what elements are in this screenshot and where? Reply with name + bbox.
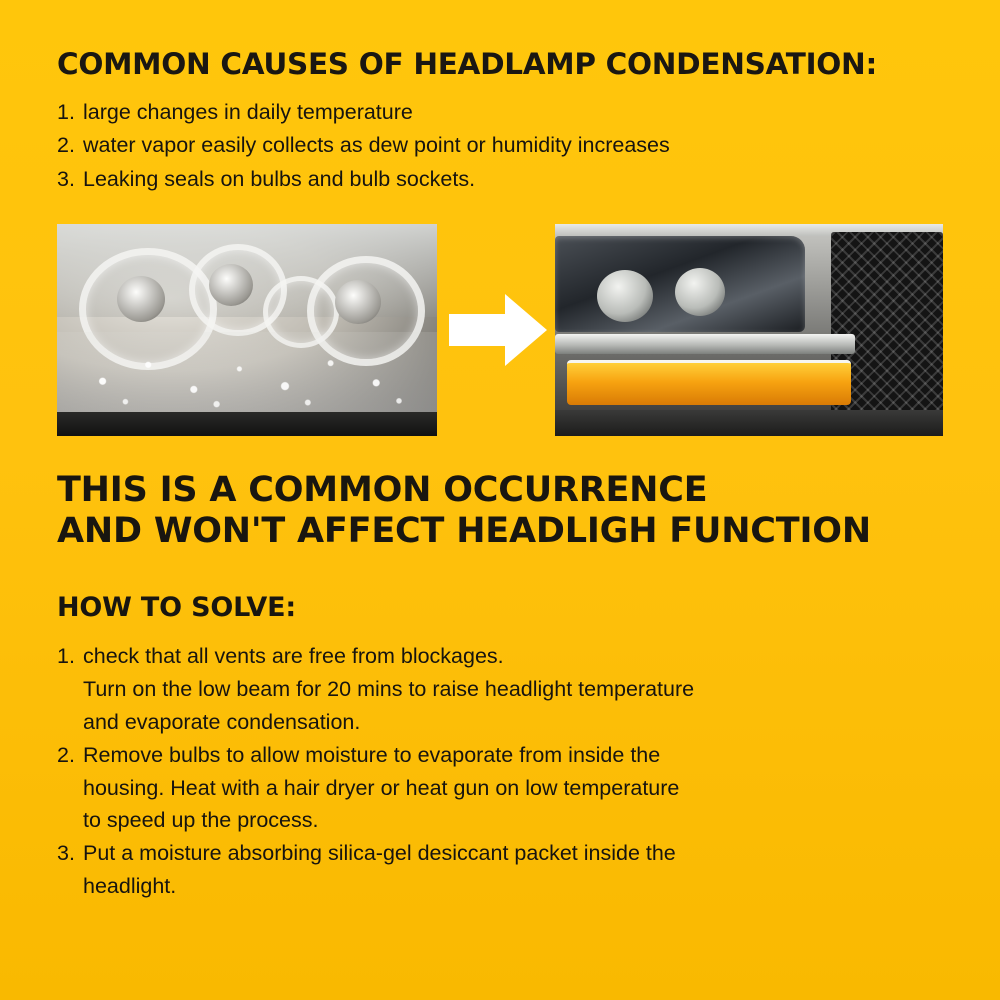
- list-item-line: check that all vents are free from blockages.: [83, 644, 504, 668]
- ground-shadow: [555, 410, 943, 436]
- foggy-headlamp-illustration: [57, 224, 437, 436]
- clear-headlamp-illustration: [555, 224, 943, 436]
- bulb-reflector: [335, 280, 381, 324]
- causes-list: [57, 96, 937, 196]
- headlamp-housing: [555, 236, 805, 332]
- chrome-trim: [555, 334, 855, 354]
- list-item-text: Leaking seals on bulbs and bulb sockets.: [83, 166, 476, 191]
- list-item-text: large changes in daily temperature: [83, 100, 413, 124]
- list-item-number: 1.: [57, 100, 75, 124]
- list-item: [57, 96, 937, 129]
- projector-lens: [597, 270, 653, 322]
- bulb-reflector: [117, 276, 165, 322]
- list-item-line: headlight.: [83, 874, 177, 899]
- list-item-line: to speed up the process.: [83, 808, 319, 833]
- list-item: [57, 640, 947, 739]
- photo-comparison: [57, 224, 943, 436]
- list-item-line: Turn on the low beam for 20 mins to raise headlight temperature: [83, 676, 695, 701]
- condensation-droplets: [57, 332, 437, 414]
- list-item-text: [83, 837, 947, 903]
- bulb-reflector: [209, 264, 253, 306]
- causes-heading: COMMON CAUSES OF HEADLAMP CONDENSATION:: [57, 47, 877, 81]
- list-item-text: water vapor easily collects as dew point or humidity increases: [83, 133, 670, 158]
- list-item-number: 2.: [57, 742, 75, 767]
- clear-headlamp-photo: [555, 224, 943, 436]
- list-item-line: Put a moisture absorbing silica-gel desiccant packet inside the: [83, 841, 676, 866]
- projector-lens: [675, 268, 725, 316]
- list-item-line: and evaporate condensation.: [83, 709, 361, 734]
- list-item-number: 1.: [57, 644, 75, 668]
- notice-line-1: THIS IS A COMMON OCCURRENCE: [57, 470, 708, 510]
- bumper-trim: [57, 412, 437, 436]
- turn-signal-lens: [567, 360, 851, 405]
- list-item-number: 2.: [57, 133, 75, 158]
- list-item: [57, 129, 937, 162]
- list-item-number: 3.: [57, 166, 75, 191]
- solve-heading: HOW TO SOLVE:: [57, 592, 296, 623]
- notice-line-2: AND WON'T AFFECT HEADLIGH FUNCTION: [57, 511, 871, 552]
- foggy-headlamp-photo: [57, 224, 437, 436]
- list-item-text: [83, 739, 947, 838]
- list-item-number: 3.: [57, 841, 75, 866]
- list-item-line: housing. Heat with a hair dryer or heat gun on low temperature: [83, 775, 680, 800]
- notice-heading: [57, 470, 871, 553]
- list-item: [57, 837, 947, 903]
- list-item: [57, 739, 947, 838]
- solve-list: [57, 640, 947, 903]
- list-item: [57, 163, 937, 196]
- right-arrow-icon: [449, 290, 547, 370]
- list-item-text: [83, 640, 947, 739]
- list-item-line: Remove bulbs to allow moisture to evaporate from inside the: [83, 742, 661, 767]
